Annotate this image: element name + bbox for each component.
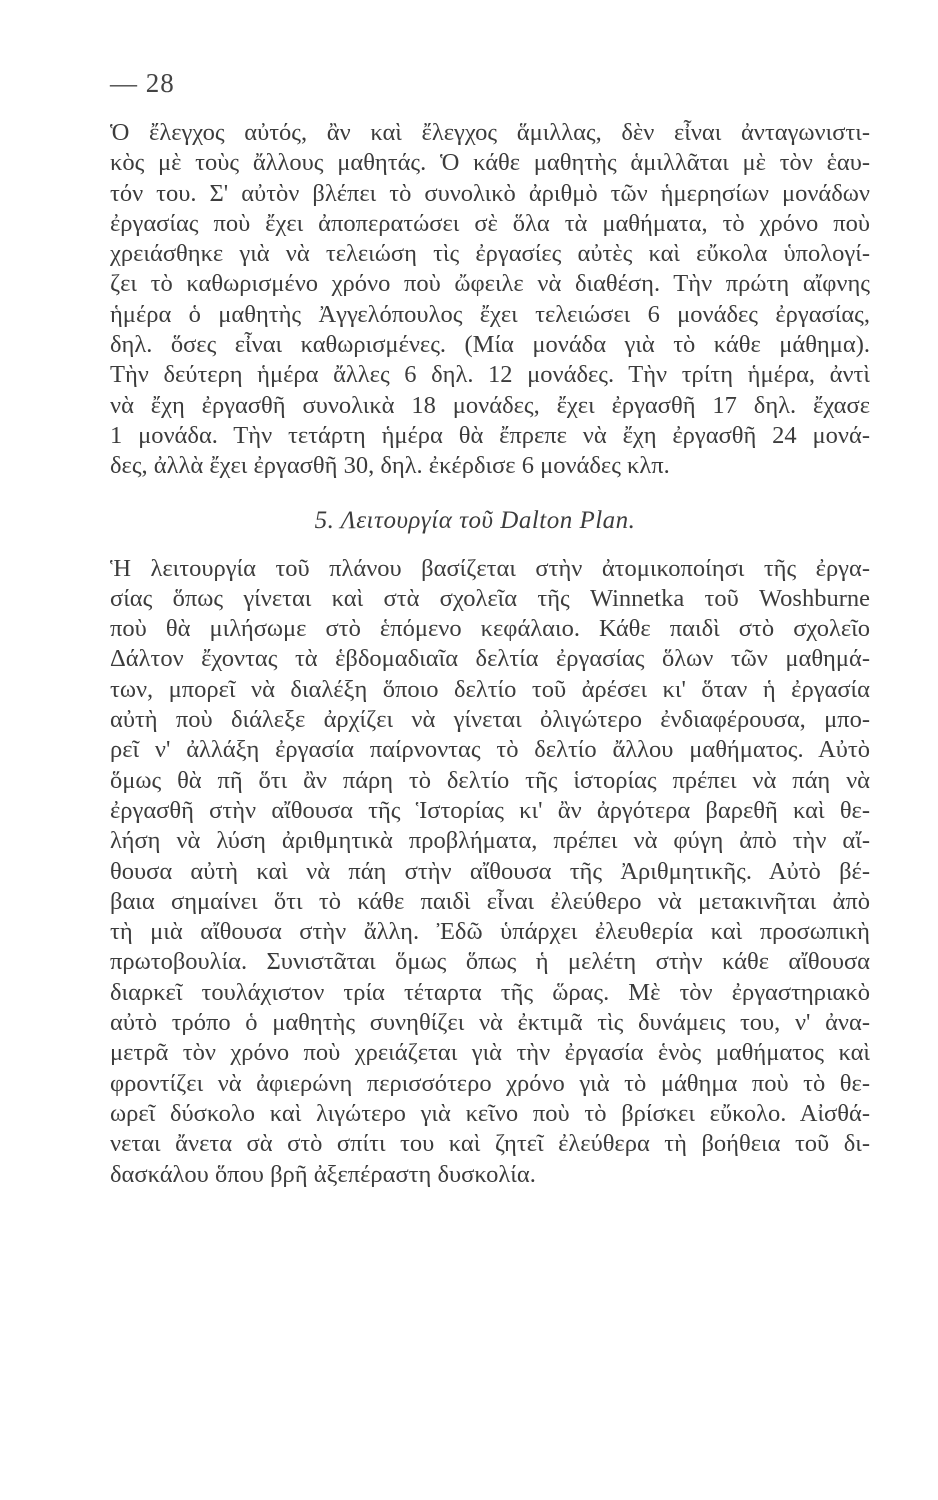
text-line: ἐργασθῆ στὴν αἴθουσα τῆς Ἱστορίας κι' ἂν ἀργότερα βαρεθῆ καὶ θε- bbox=[110, 796, 870, 824]
text-line: ρεῖ ν' ἀλλάξη ἐργασία παίρνοντας τὸ δελτίο ἄλλου μαθήματος. Αὐτὸ bbox=[110, 736, 870, 764]
text-line: διαρκεῖ τουλάχιστον τρία τέταρτα τῆς ὥρας. Μὲ τὸν ἐργαστηριακὸ bbox=[110, 978, 870, 1006]
text-line: ἡμέρα ὁ μαθητὴς Ἀγγελόπουλος ἔχει τελειώσει 6 μονάδες ἐργασίας, bbox=[110, 300, 870, 328]
text-line: βαια σημαίνει ὅτι τὸ κάθε παιδὶ εἶναι ἐλεύθερο νὰ μετακινῆται ἀπὸ bbox=[110, 887, 870, 915]
page-number: — 28 bbox=[110, 68, 175, 98]
text-line: Ὁ ἔλεγχος αὐτός, ἂν καὶ ἔλεγχος ἅμιλλας, δὲν εἶναι ἀνταγωνιστι- bbox=[110, 119, 870, 146]
text-line: θουσα αὐτὴ καὶ νὰ πάη στὴν αἴθουσα τῆς Ἀριθμητικῆς. Αὐτὸ βέ- bbox=[110, 857, 870, 885]
text-line: των, μπορεῖ νὰ διαλέξη ὅποιο δελτίο τοῦ ἀρέσει κι' ὅταν ἡ ἐργασία bbox=[110, 675, 870, 703]
text-line: Δάλτον ἔχοντας τὰ ἑβδομαδιαῖα δελτία ἐργασίας ὅλων τῶν μαθημά- bbox=[110, 645, 870, 673]
text-line: τὴ μιὰ αἴθουσα στὴν ἄλλη. Ἐδῶ ὑπάρχει ἐλευθερία καὶ προσωπικὴ bbox=[110, 918, 870, 946]
text-line: αὐτὸ τρόπο ὁ μαθητὴς συνηθίζει νὰ ἐκτιμᾶ τὶς δυνάμεις του, ν' ἀνα- bbox=[110, 1009, 870, 1037]
section-title: 5. Λειτουργία τοῦ Dalton Plan. bbox=[314, 506, 636, 534]
text-line: χρειάσθηκε γιὰ νὰ τελειώση τὶς ἐργασίες αὐτὲς καὶ εὔκολα ὑπολογί- bbox=[110, 240, 870, 268]
book-page bbox=[110, 62, 870, 1190]
text-line: πρωτοβουλία. Συνιστᾶται ὅμως ὅπως ἡ μελέτη στὴν κάθε αἴθουσα bbox=[110, 948, 870, 976]
text-line: τόν του. Σ' αὐτὸν βλέπει τὸ συνολικὸ ἀριθμὸ τῶν ἡμερησίων μονάδων bbox=[110, 179, 870, 207]
text-line: λήση νὰ λύση ἀριθμητικὰ προβλήματα, πρέπει νὰ φύγη ἀπὸ τὴν αἴ- bbox=[110, 827, 870, 855]
paragraph-2 bbox=[110, 554, 870, 1190]
text-line: φροντίζει νὰ ἀφιερώνη περισσότερο χρόνο γιὰ τὸ μάθημα ποὺ τὸ θε- bbox=[110, 1069, 870, 1097]
text-line: μετρᾶ τὸν χρόνο ποὺ χρειάζεται γιὰ τὴν ἐργασία ἑνὸς μαθήματος καὶ bbox=[110, 1039, 870, 1067]
text-line: Ἡ λειτουργία τοῦ πλάνου βασίζεται στὴν ἀτομικοποίησι τῆς ἐργα- bbox=[110, 554, 870, 582]
text-line: κὸς μὲ τοὺς ἄλλους μαθητάς. Ὁ κάθε μαθητὴς ἁμιλλᾶται μὲ τὸν ἑαυ- bbox=[110, 149, 870, 177]
text-line: ἐργασίας ποὺ ἔχει ἀποπερατώσει σὲ ὅλα τὰ μαθήματα, τὸ χρόνο ποὺ bbox=[110, 209, 870, 237]
text-line: αὐτὴ ποὺ διάλεξε ἀρχίζει νὰ γίνεται ὀλιγώτερο ἐνδιαφέρουσα, μπο- bbox=[110, 706, 870, 734]
text-line: 1 μονάδα. Τὴν τετάρτη ἡμέρα θὰ ἔπρεπε νὰ ἔχη ἐργασθῆ 24 μονά- bbox=[110, 421, 870, 449]
text-line: ποὺ θὰ μιλήσωμε στὸ ἑπόμενο κεφάλαιο. Κάθε παιδὶ στὸ σχολεῖο bbox=[110, 615, 870, 643]
text-line: ωρεῖ δύσκολο καὶ λιγώτερο γιὰ κεῖνο ποὺ τὸ βρίσκει εὔκολο. Αἰσθά- bbox=[110, 1099, 870, 1127]
text-line: ὅμως θὰ πῆ ὅτι ἂν πάρη τὸ δελτίο τῆς ἱστορίας πρέπει νὰ πάη νὰ bbox=[110, 766, 870, 794]
text-line: δες, ἀλλὰ ἔχει ἐργασθῆ 30, δηλ. ἐκέρδισε 6 μονάδες κλπ. bbox=[110, 452, 670, 480]
text-line: Τὴν δεύτερη ἡμέρα ἄλλες 6 δηλ. 12 μονάδες. Τὴν τρίτη ἡμέρα, ἀντὶ bbox=[110, 361, 870, 389]
text-line: σίας ὅπως γίνεται καὶ στὰ σχολεῖα τῆς Winnetka τοῦ Woshburne bbox=[110, 584, 870, 612]
text-line: ζει τὸ καθωρισμένο χρόνο ποὺ ὤφειλε νὰ διαθέση. Τὴν πρώτη αἴφνης bbox=[110, 270, 870, 298]
paragraph-1 bbox=[110, 118, 870, 482]
text-line: νὰ ἔχη ἐργασθῆ συνολικὰ 18 μονάδες, ἔχει ἐργασθῆ 17 δηλ. ἔχασε bbox=[110, 391, 870, 419]
text-line: νεται ἄνετα σὰ στὸ σπίτι του καὶ ζητεῖ ἐλεύθερα τὴ βοήθεια τοῦ δι- bbox=[110, 1130, 870, 1158]
text-line: δασκάλου ὅπου βρῆ ἀξεπέραστη δυσκολία. bbox=[110, 1160, 536, 1188]
text-line: δηλ. ὅσες εἶναι καθωρισμένες. (Μία μονάδα γιὰ τὸ κάθε μάθημα). bbox=[110, 331, 870, 359]
